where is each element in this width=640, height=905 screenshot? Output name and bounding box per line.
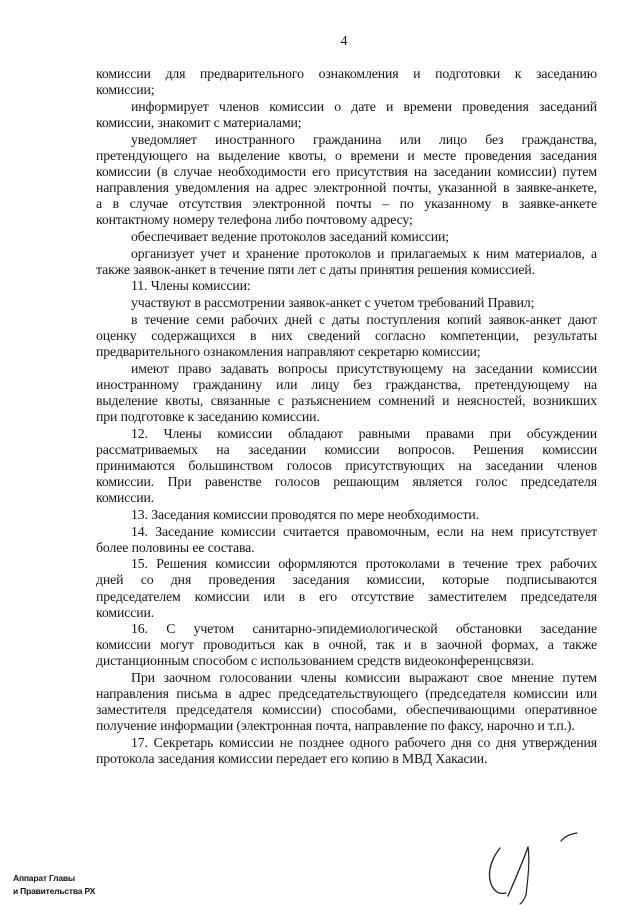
text-line: дистанционным способом с использованием средств видеоконференцсвязи. (96, 653, 534, 669)
text-line: комиссии; (96, 82, 155, 98)
stamp-line-1: Аппарат Главы (13, 873, 75, 883)
text-line: 11. Члены комиссии: (131, 278, 251, 294)
paragraph (96, 66, 597, 98)
text-line: принимаются большинством голосов присутствующих на заседании членов (96, 457, 597, 473)
text-line: имеют право задавать вопросы присутствующему на заседании комиссии (131, 360, 597, 376)
text-line: направления письма в адрес председательствующего (председателя комиссии или (96, 686, 597, 702)
text-line: уведомляет иностранного гражданина или лицо без гражданства, (131, 131, 597, 147)
text-line: 14. Заседание комиссии считается правомочным, если на нем присутствует (131, 523, 597, 539)
text-line: комиссии, знакомит с материалами; (96, 114, 302, 130)
text-line: в течение семи рабочих дней с даты поступления копий заявок-анкет дают (131, 311, 597, 327)
text-line: обеспечивает ведение протоколов заседаний комиссии; (131, 228, 449, 244)
text-line: контактному номеру телефона либо почтовому адресу; (96, 211, 413, 227)
text-line: комиссии. (96, 604, 155, 620)
text-line: комиссии (в случае необходимости его присутствия на заседании комиссии) путем (96, 163, 597, 179)
text-line: комиссии для предварительного ознакомления и подготовки к заседанию (96, 66, 597, 81)
handwritten-signature (470, 820, 590, 905)
text-line: выделение квоты, связанные с разъяснением сомнений и неясностей, возникших (96, 392, 597, 408)
paragraph (96, 556, 597, 620)
text-line: дней со дня проведения заседания комиссии, которые подписываются (96, 572, 597, 588)
paragraph (96, 735, 597, 767)
paragraph (96, 99, 597, 131)
paragraph (96, 278, 597, 294)
page-number: 4 (340, 34, 348, 49)
text-line: предварительного ознакомления направляют секретарю комиссии; (96, 344, 481, 360)
text-line: комиссии. (96, 489, 155, 505)
text-line: претендующего на выделение квоты, о времени и месте проведения заседания (96, 147, 597, 163)
text-line: организует учет и хранение протоколов и прилагаемых к ним материалов, а (131, 245, 597, 261)
text-line: направления уведомления на адрес электронной почты, указанной в заявке-анкете, (96, 179, 597, 195)
text-line: информирует членов комиссии о дате и времени проведения заседаний (131, 98, 597, 114)
paragraph (96, 295, 597, 311)
text-line: оценку содержащихся в них сведений согласно компетенции, результаты (96, 328, 597, 343)
text-line: комиссии. При равенстве голосов решающим является голос председателя (96, 473, 597, 489)
paragraph (96, 426, 597, 506)
text-line: при подготовке к заседанию комиссии. (96, 408, 320, 424)
text-line: 15. Решения комиссии оформляются протоколами в течение трех рабочих (131, 556, 597, 572)
text-line: рассматриваемых на заседании комиссии вопросов. Решения комиссии (96, 441, 597, 457)
paragraph (96, 132, 597, 228)
text-line: 12. Члены комиссии обладают равными правами при обсуждении (131, 425, 597, 441)
paragraph (96, 621, 597, 669)
text-line: также заявок-анкет в течение пяти лет с даты принятия решения комиссией. (96, 261, 535, 277)
text-line: При заочном голосовании члены комиссии выражают свое мнение путем (131, 670, 597, 686)
text-line: получение информации (электронная почта, направление по факсу, нарочно и т.п.). (96, 718, 575, 734)
paragraph (96, 361, 597, 425)
text-line: протокола заседания комиссии передает его копию в МВД Хакасии. (96, 751, 488, 767)
text-line: заместителя председателя комиссии) способами, обеспечивающими оперативное (96, 702, 597, 718)
text-line: 17. Секретарь комиссии не позднее одного рабочего дня со дня утверждения (131, 735, 597, 751)
text-line: иностранному гражданину или лицу без гражданства, претендующему на (96, 376, 597, 392)
text-line: комиссии могут проводиться как в очной, так и в заочной формах, а также (96, 637, 597, 653)
paragraph (96, 246, 597, 278)
paragraph (96, 229, 597, 245)
paragraph (96, 524, 597, 556)
paragraph (96, 507, 597, 523)
text-line: более половины ее состава. (96, 539, 255, 555)
text-line: 13. Заседания комиссии проводятся по мере необходимости. (131, 506, 479, 522)
paragraph (96, 670, 597, 734)
organization-stamp (13, 872, 95, 898)
stamp-line-2: и Правительства РХ (13, 886, 96, 896)
document-body (96, 66, 597, 768)
text-line: 16. С учетом санитарно-эпидемиологической обстановки заседание (131, 621, 597, 637)
text-line: а в случае отсутствия электронной почты – по указанному в заявке-анкете (96, 195, 597, 211)
paragraph (96, 312, 597, 360)
text-line: председателем комиссии или в его отсутствие заместителем председателя (96, 588, 597, 604)
text-line: участвуют в рассмотрении заявок-анкет с учетом требований Правил; (131, 295, 535, 311)
